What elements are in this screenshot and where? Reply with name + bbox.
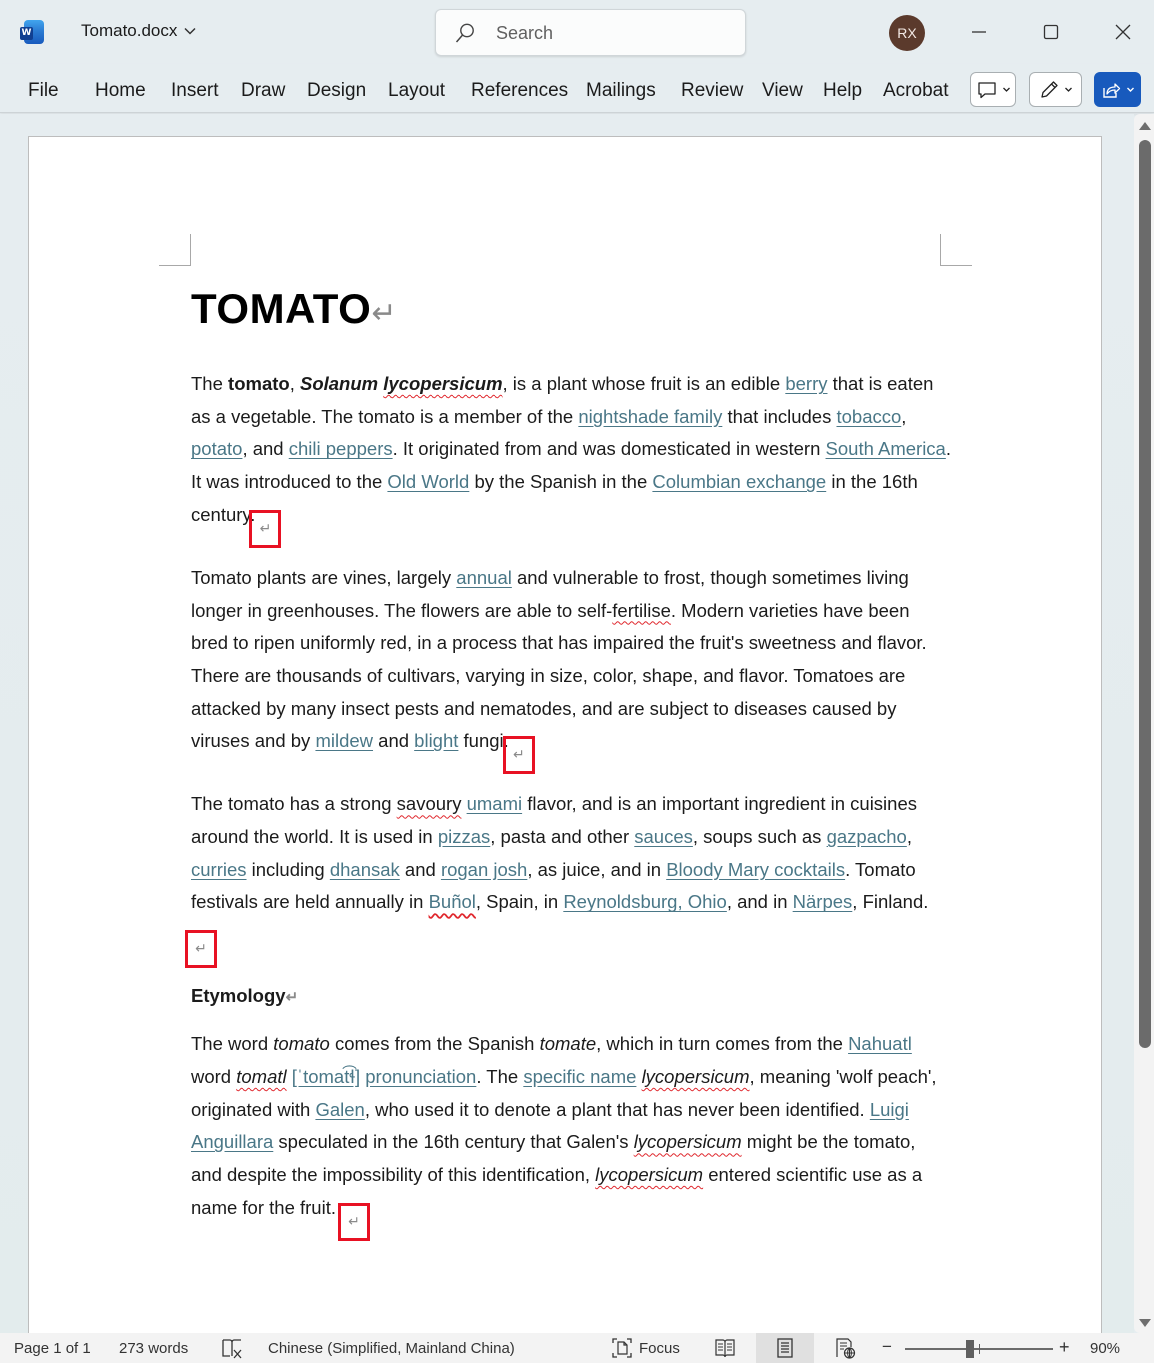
- link-blight[interactable]: blight: [414, 730, 459, 752]
- print-layout-icon: [774, 1337, 796, 1359]
- chevron-down-icon: [1002, 85, 1011, 94]
- tab-insert[interactable]: Insert: [171, 80, 219, 101]
- link-curries[interactable]: curries: [191, 858, 247, 880]
- link-chili-peppers[interactable]: chili peppers: [288, 438, 393, 460]
- maximize-icon: [1042, 23, 1060, 41]
- link-narpes[interactable]: Närpes: [792, 891, 853, 913]
- status-bar: [0, 1333, 1154, 1363]
- zoom-level[interactable]: 90%: [1090, 1340, 1121, 1357]
- word-count[interactable]: 273 words: [119, 1340, 189, 1357]
- zoom-out-button[interactable]: −: [882, 1337, 892, 1356]
- link-galen[interactable]: Galen: [315, 1098, 365, 1120]
- paragraph-etymology: The word tomato comes from the Spanish tomate, which in turn comes from the Nahuatl word tomatl [ˈtomat͡ɬ] pronunciation. The specific name lycopersicum, meaning 'wolf peach', originated with Galen, who used it to denote a plant that has never been identified. Luigi Anguillara speculated in the 16th century that Galen's lycopersicum might be the tomato, and despite the impossibility of this identification, lycopersicum entered scientific use as a name for the fruit.↵: [191, 1028, 951, 1241]
- link-bloody-mary-cocktails[interactable]: Bloody Mary cocktails: [666, 858, 846, 880]
- chevron-down-icon: [1126, 85, 1135, 94]
- paragraph-mark-icon: ↵: [259, 519, 272, 536]
- link-umami[interactable]: umami: [466, 793, 523, 815]
- paragraph-plants: Tomato plants are vines, largely annual and vulnerable to frost, though sometimes living longer in greenhouses. The flowers are able to self-fertilise. Modern varieties have been bred to ripen uniformly red, in a process that has impaired the fruit's sweetness and flavor. There are thousands of cultivars, varying in size, color, shape, and flavor. Tomatoes are attacked by many insect pests and nematodes, and are subject to diseases caused by viruses and by mildew and blight fungi.↵: [191, 562, 951, 775]
- link-dhansak[interactable]: dhansak: [329, 858, 400, 880]
- tab-review[interactable]: Review: [681, 80, 744, 101]
- paragraph-mark-icon: ↵: [195, 940, 207, 957]
- tab-design[interactable]: Design: [307, 80, 367, 101]
- web-layout-icon[interactable]: [834, 1337, 856, 1359]
- paragraph-mark-icon: ↵: [348, 1212, 360, 1229]
- link-potato[interactable]: potato: [191, 438, 243, 460]
- document-body[interactable]: [191, 283, 951, 1255]
- tab-help[interactable]: Help: [823, 80, 863, 101]
- comments-button[interactable]: [970, 72, 1016, 107]
- document-page[interactable]: [28, 136, 1102, 1333]
- chevron-down-icon: [1064, 85, 1073, 94]
- link-south-america[interactable]: South America: [825, 438, 946, 460]
- proofing-error-icon[interactable]: [221, 1337, 243, 1359]
- comment-icon: [976, 79, 998, 101]
- title-bar: [0, 0, 1154, 64]
- language-indicator[interactable]: Chinese (Simplified, Mainland China): [268, 1340, 515, 1357]
- heading-etymology: Etymology↵: [191, 985, 299, 1007]
- document-name: Tomato.docx: [81, 21, 178, 40]
- maximize-button[interactable]: [1029, 14, 1073, 50]
- scrollbar-thumb[interactable]: [1139, 140, 1151, 1048]
- tab-references[interactable]: References: [471, 80, 569, 101]
- margin-corner-mark: [159, 234, 191, 266]
- minimize-button[interactable]: [957, 14, 1001, 50]
- link-mildew[interactable]: mildew: [315, 730, 374, 752]
- search-icon: [454, 22, 476, 44]
- paragraph-mark-icon: ↵: [371, 297, 397, 330]
- share-icon: [1100, 79, 1122, 101]
- tab-layout[interactable]: Layout: [388, 80, 446, 101]
- highlighted-paragraph-mark: [249, 510, 281, 548]
- link-nightshade-family[interactable]: nightshade family: [578, 405, 723, 427]
- search-box[interactable]: [435, 9, 746, 56]
- highlighted-paragraph-mark: [338, 1203, 370, 1241]
- read-mode-icon[interactable]: [714, 1337, 736, 1359]
- scroll-up-arrow-icon[interactable]: [1139, 122, 1151, 130]
- tab-acrobat[interactable]: Acrobat: [883, 80, 949, 101]
- document-name-dropdown[interactable]: [81, 21, 197, 41]
- document-canvas: [0, 114, 1134, 1333]
- link-pizzas[interactable]: pizzas: [437, 826, 491, 848]
- tab-mailings[interactable]: Mailings: [586, 80, 656, 101]
- link-berry[interactable]: berry: [785, 373, 828, 394]
- search-input[interactable]: [496, 20, 726, 46]
- tab-home[interactable]: Home: [95, 80, 146, 101]
- tab-view[interactable]: View: [762, 80, 803, 101]
- ribbon-tabs: [0, 64, 1154, 113]
- paragraph-mark-icon: ↵: [285, 989, 299, 1007]
- link-columbian-exchange[interactable]: Columbian exchange: [652, 471, 827, 493]
- paragraph-intro: The tomato, Solanum lycopersicum, is a plant whose fruit is an edible berry that is eaten as a vegetable. The tomato is a member of the nightshade family that includes tobacco, potato, and chili peppers. It originated from and was domesticated in western South America. It was introduced to the Old World by the Spanish in the Columbian exchange in the 16th century.↵: [191, 368, 951, 548]
- pencil-icon: [1038, 79, 1060, 101]
- share-button[interactable]: [1094, 72, 1141, 107]
- link-luigi-anguillara[interactable]: Luigi Anguillara: [191, 1098, 909, 1153]
- zoom-in-button[interactable]: +: [1059, 1337, 1070, 1357]
- avatar[interactable]: RX: [889, 15, 925, 51]
- margin-corner-mark: [940, 234, 972, 266]
- paragraph-mark-icon: ↵: [512, 746, 525, 763]
- link-old-world[interactable]: Old World: [387, 471, 470, 493]
- link-gazpacho[interactable]: gazpacho: [826, 826, 907, 848]
- link-bunol[interactable]: Buñol: [428, 891, 476, 913]
- link-ipa-tomatl[interactable]: [ˈtomat͡ɬ]: [291, 1065, 361, 1087]
- highlighted-paragraph-mark: [503, 736, 535, 774]
- document-title: TOMATO↵: [191, 285, 397, 332]
- link-sauces[interactable]: sauces: [634, 826, 693, 848]
- link-rogan-josh[interactable]: rogan josh: [440, 858, 528, 880]
- tab-draw[interactable]: Draw: [241, 80, 286, 101]
- word-icon[interactable]: W: [20, 20, 44, 44]
- chevron-down-icon: [183, 24, 197, 38]
- focus-button[interactable]: Focus: [639, 1340, 680, 1357]
- link-tobacco[interactable]: tobacco: [836, 405, 902, 427]
- link-annual[interactable]: annual: [456, 566, 512, 588]
- scroll-down-arrow-icon[interactable]: [1139, 1319, 1151, 1327]
- close-icon: [1114, 23, 1132, 41]
- paragraph-cuisine: The tomato has a strong savoury umami flavor, and is an important ingredient in cuisines around the world. It is used in pizzas, pasta and other sauces, soups such as gazpacho, curries including dhansak and rogan josh, as juice, and in Bloody Mary cocktails. Tomato festivals are held annually in Buñol, Spain, in Reynoldsburg, Ohio, and in Närpes, Finland.↵: [191, 788, 951, 968]
- close-button[interactable]: [1101, 14, 1145, 50]
- zoom-slider-thumb[interactable]: [966, 1340, 974, 1358]
- zoom-slider-center-tick: [979, 1344, 980, 1354]
- vertical-scrollbar[interactable]: [1134, 114, 1154, 1333]
- link-specific-name[interactable]: specific name: [523, 1065, 637, 1087]
- link-reynoldsburg-ohio[interactable]: Reynoldsburg, Ohio: [563, 891, 727, 913]
- focus-icon[interactable]: [611, 1337, 633, 1359]
- tab-file[interactable]: File: [28, 80, 59, 101]
- minimize-icon: [970, 23, 988, 41]
- link-nahuatl[interactable]: Nahuatl: [848, 1033, 912, 1055]
- highlighted-paragraph-mark: [185, 930, 217, 968]
- editing-mode-button[interactable]: [1029, 72, 1082, 107]
- page-count[interactable]: Page 1 of 1: [14, 1340, 91, 1357]
- link-pronunciation[interactable]: pronunciation: [365, 1065, 477, 1087]
